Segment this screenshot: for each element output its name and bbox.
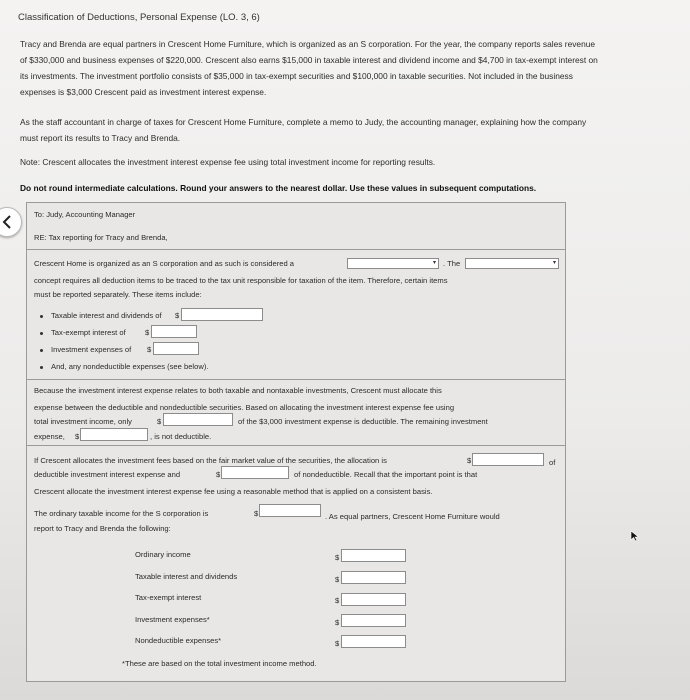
taxable-interest-dividends-input[interactable]	[341, 571, 406, 584]
chevron-left-icon	[2, 215, 12, 229]
ordinary-taxable-income-input[interactable]	[259, 504, 321, 517]
memo-text: Crescent allocate the investment interest expense fee using a reasonable method that is applied on a consistent basis.	[34, 487, 433, 496]
footnote: *These are based on the total investment income method.	[122, 659, 317, 668]
text-line: Tracy and Brenda are equal partners in Crescent Home Furniture, which is organized as an S corporation. For the year, the company reports sales revenue	[20, 39, 596, 49]
dollar-sign: $	[216, 470, 221, 479]
table-label: Tax-exempt interest	[135, 593, 202, 602]
divider	[27, 379, 565, 380]
divider	[27, 445, 565, 446]
dollar-sign: $	[335, 639, 340, 648]
fmv-allocation-input[interactable]	[472, 453, 544, 466]
memo-re: RE: Tax reporting for Tracy and Brenda,	[34, 233, 168, 242]
memo-text: Because the investment interest expense relates to both taxable and nontaxable investments, Crescent must allocate this	[34, 386, 442, 395]
memo-text: of	[549, 458, 556, 467]
divider	[27, 249, 565, 250]
dollar-sign: $	[75, 432, 80, 441]
memo-text: of nondeductible. Recall that the important point is that	[294, 470, 478, 479]
problem-paragraph-2	[20, 114, 670, 146]
dollar-sign: $	[335, 618, 340, 627]
concept-dropdown[interactable]	[465, 258, 559, 269]
bullet	[40, 349, 43, 352]
memo-text: Crescent Home is organized as an S corporation and as such is considered a	[34, 259, 295, 268]
nondeductible-expense-input[interactable]	[80, 428, 148, 441]
text-line: expenses is $3,000 Crescent paid as investment interest expense.	[20, 87, 267, 97]
bullet-text: Tax-exempt interest of	[51, 328, 126, 337]
bullet	[40, 315, 43, 318]
memo-text: expense between the deductible and nondeductible securities. Based on allocating the investment interest expense fee using	[34, 403, 455, 412]
chevron-down-icon: ▾	[552, 260, 556, 266]
mouse-pointer-icon	[630, 530, 640, 542]
text-line: its investments. The investment portfolio consists of $35,000 in tax-exempt securities and $100,000 in taxable securities. Not included in the business	[20, 71, 573, 81]
dollar-sign: $	[254, 509, 259, 518]
dollar-sign: $	[335, 596, 340, 605]
dollar-sign: $	[335, 575, 340, 584]
back-button[interactable]	[0, 207, 22, 237]
entity-type-dropdown[interactable]	[347, 258, 439, 269]
memo-text: If Crescent allocates the investment fees based on the fair market value of the securities, the allocation is	[34, 456, 387, 465]
fmv-nondeductible-input[interactable]	[221, 466, 289, 479]
investment-expenses-input[interactable]	[153, 342, 199, 355]
chevron-down-icon: ▾	[432, 260, 436, 266]
dollar-sign: $	[157, 417, 162, 426]
text-line: of $330,000 and business expenses of $220,000. Crescent also earns $15,000 in taxable interest and dividend income and $4,700 in tax-exempt interest on	[20, 55, 598, 65]
table-label: Investment expenses*	[135, 615, 210, 624]
text-line: must report its results to Tracy and Brenda.	[20, 133, 181, 143]
bullet	[40, 332, 43, 335]
bullet	[40, 366, 43, 369]
ordinary-income-input[interactable]	[341, 549, 406, 562]
taxable-interest-input[interactable]	[181, 308, 263, 321]
dollar-sign: $	[147, 345, 152, 354]
memo-text: , is not deductible.	[150, 432, 212, 441]
memo-text: deductible investment interest expense and	[34, 470, 181, 479]
dollar-sign: $	[467, 456, 472, 465]
table-label: Ordinary income	[135, 550, 191, 559]
memo-text: . The	[443, 259, 461, 268]
bullet-text: And, any nondeductible expenses (see below).	[51, 362, 209, 371]
note-text: Note: Crescent allocates the investment interest expense fee using total investment income for reporting results.	[20, 157, 436, 167]
problem-paragraph-1	[20, 36, 680, 100]
dollar-sign: $	[175, 311, 180, 320]
memo-text: . As equal partners, Crescent Home Furniture would	[325, 512, 500, 521]
memo-to: To: Judy, Accounting Manager	[34, 210, 136, 219]
dollar-sign: $	[145, 328, 150, 337]
investment-expenses-table-input[interactable]	[341, 614, 406, 627]
nondeductible-expenses-table-input[interactable]	[341, 635, 406, 648]
tax-exempt-interest-table-input[interactable]	[341, 593, 406, 606]
memo-text: report to Tracy and Brenda the following:	[34, 524, 171, 533]
memo-text: The ordinary taxable income for the S corporation is	[34, 509, 209, 518]
table-label: Nondeductible expenses*	[135, 636, 222, 645]
memo-panel	[26, 202, 566, 682]
memo-text: concept requires all deduction items to be traced to the tax unit responsible for taxation of the item. Therefore, certain items	[34, 276, 448, 285]
memo-text: total investment income, only	[34, 417, 132, 426]
dollar-sign: $	[335, 553, 340, 562]
memo-text: must be reported separately. These items include:	[34, 290, 202, 299]
memo-text: expense,	[34, 432, 65, 441]
memo-text: of the $3,000 investment expense is deductible. The remaining investment	[238, 417, 488, 426]
bullet-text: Taxable interest and dividends of	[51, 311, 162, 320]
table-label: Taxable interest and dividends	[135, 572, 238, 581]
tax-exempt-interest-input[interactable]	[151, 325, 197, 338]
text-line: As the staff accountant in charge of taxes for Crescent Home Furniture, complete a memo to Judy, the accounting manager, explaining how the company	[20, 117, 587, 127]
bullet-text: Investment expenses of	[51, 345, 132, 354]
deductible-investment-expense-input[interactable]	[163, 413, 233, 426]
problem-title: Classification of Deductions, Personal Expense (LO. 3, 6)	[18, 12, 260, 23]
instruction-text: Do not round intermediate calculations. Round your answers to the nearest dollar. Use these values in subsequent computations.	[20, 183, 537, 193]
